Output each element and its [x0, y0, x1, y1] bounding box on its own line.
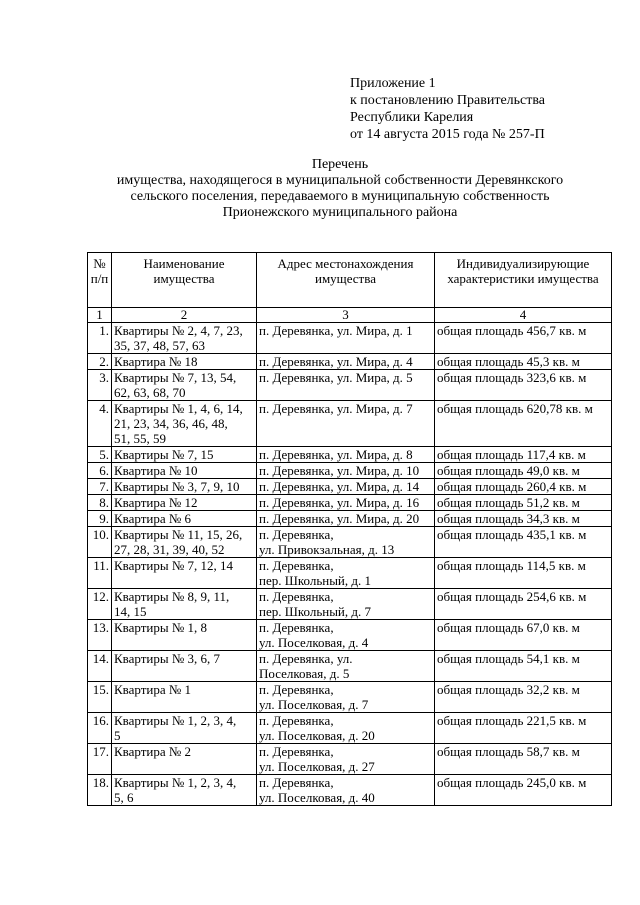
property-characteristics: общая площадь 58,7 кв. м [435, 744, 612, 775]
property-characteristics: общая площадь 254,6 кв. м [435, 589, 612, 620]
title-line-3: сельского поселения, передаваемого в муниципальную собственность [130, 189, 550, 204]
property-characteristics: общая площадь 456,7 кв. м [435, 323, 612, 354]
property-name: Квартира № 18 [112, 354, 257, 370]
header-name: Наименование имущества [112, 253, 257, 308]
property-name: Квартиры № 11, 15, 26, 27, 28, 31, 39, 40, 52 [112, 527, 257, 558]
property-name: Квартиры № 7, 12, 14 [112, 558, 257, 589]
property-name: Квартира № 10 [112, 463, 257, 479]
property-address: п. Деревянка, ул. Поселковая, д. 20 [257, 713, 435, 744]
property-characteristics: общая площадь 114,5 кв. м [435, 558, 612, 589]
property-name: Квартиры № 3, 6, 7 [112, 651, 257, 682]
property-characteristics: общая площадь 49,0 кв. м [435, 463, 612, 479]
property-name: Квартиры № 1, 8 [112, 620, 257, 651]
document-title [60, 157, 620, 221]
column-number: 3 [257, 308, 435, 323]
row-number: 3. [88, 370, 112, 401]
row-number: 13. [88, 620, 112, 651]
property-characteristics: общая площадь 435,1 кв. м [435, 527, 612, 558]
property-characteristics: общая площадь 32,2 кв. м [435, 682, 612, 713]
header-number: № п/п [88, 253, 112, 308]
property-name: Квартира № 12 [112, 495, 257, 511]
table-row [88, 354, 612, 370]
property-address: п. Деревянка, ул. Мира, д. 1 [257, 323, 435, 354]
property-characteristics: общая площадь 45,3 кв. м [435, 354, 612, 370]
property-characteristics: общая площадь 323,6 кв. м [435, 370, 612, 401]
property-address: п. Деревянка, ул. Мира, д. 7 [257, 401, 435, 447]
table-row [88, 511, 612, 527]
property-address: п. Деревянка, ул. Поселковая, д. 27 [257, 744, 435, 775]
table-row [88, 589, 612, 620]
table-row [88, 775, 612, 806]
table-row [88, 479, 612, 495]
header-address: Адрес местонахождения имущества [257, 253, 435, 308]
property-name: Квартиры № 8, 9, 11, 14, 15 [112, 589, 257, 620]
property-name: Квартиры № 1, 2, 3, 4, 5, 6 [112, 775, 257, 806]
property-name: Квартиры № 7, 13, 54, 62, 63, 68, 70 [112, 370, 257, 401]
column-number: 1 [88, 308, 112, 323]
table-row [88, 463, 612, 479]
table-row [88, 323, 612, 354]
property-address: п. Деревянка, ул. Поселковая, д. 5 [257, 651, 435, 682]
row-number: 5. [88, 447, 112, 463]
title-line-2: имущества, находящегося в муниципальной собственности Деревянкского [116, 173, 564, 188]
property-characteristics: общая площадь 67,0 кв. м [435, 620, 612, 651]
row-number: 1. [88, 323, 112, 354]
row-number: 11. [88, 558, 112, 589]
property-characteristics: общая площадь 245,0 кв. м [435, 775, 612, 806]
table-row [88, 527, 612, 558]
title-line-1: Перечень [311, 157, 369, 172]
table-row [88, 620, 612, 651]
row-number: 8. [88, 495, 112, 511]
property-name: Квартиры № 7, 15 [112, 447, 257, 463]
property-address: п. Деревянка, пер. Школьный, д. 1 [257, 558, 435, 589]
property-address: п. Деревянка, ул. Мира, д. 16 [257, 495, 435, 511]
property-address: п. Деревянка, ул. Мира, д. 4 [257, 354, 435, 370]
table-row [88, 370, 612, 401]
property-address: п. Деревянка, ул. Привокзальная, д. 13 [257, 527, 435, 558]
property-characteristics: общая площадь 117,4 кв. м [435, 447, 612, 463]
row-number: 15. [88, 682, 112, 713]
column-number: 2 [112, 308, 257, 323]
property-address: п. Деревянка, ул. Мира, д. 8 [257, 447, 435, 463]
row-number: 7. [88, 479, 112, 495]
property-name: Квартиры № 1, 4, 6, 14, 21, 23, 34, 36, 46, 48, 51, 55, 59 [112, 401, 257, 447]
table-row [88, 401, 612, 447]
title-line-4: Прионежского муниципального района [222, 205, 458, 220]
row-number: 9. [88, 511, 112, 527]
header-characteristics: Индивидуализирующие характеристики имущества [435, 253, 612, 308]
table-row [88, 651, 612, 682]
property-name: Квартиры № 3, 7, 9, 10 [112, 479, 257, 495]
property-address: п. Деревянка, ул. Мира, д. 14 [257, 479, 435, 495]
appendix-reference: Приложение 1 к постановлению Правительства Республики Карелия от 14 августа 2015 года № 257-П [350, 76, 546, 142]
property-address: п. Деревянка, ул. Мира, д. 10 [257, 463, 435, 479]
property-name: Квартира № 1 [112, 682, 257, 713]
table-row [88, 744, 612, 775]
row-number: 6. [88, 463, 112, 479]
property-characteristics: общая площадь 51,2 кв. м [435, 495, 612, 511]
row-number: 10. [88, 527, 112, 558]
property-address: п. Деревянка, ул. Поселковая, д. 4 [257, 620, 435, 651]
property-table [87, 252, 612, 806]
row-number: 2. [88, 354, 112, 370]
table-header-row [88, 253, 612, 308]
row-number: 4. [88, 401, 112, 447]
property-address: п. Деревянка, ул. Мира, д. 20 [257, 511, 435, 527]
property-address: п. Деревянка, ул. Мира, д. 5 [257, 370, 435, 401]
table-row [88, 558, 612, 589]
property-address: п. Деревянка, ул. Поселковая, д. 40 [257, 775, 435, 806]
property-name: Квартиры № 1, 2, 3, 4, 5 [112, 713, 257, 744]
property-name: Квартира № 6 [112, 511, 257, 527]
property-characteristics: общая площадь 34,3 кв. м [435, 511, 612, 527]
table-row [88, 682, 612, 713]
property-characteristics: общая площадь 54,1 кв. м [435, 651, 612, 682]
row-number: 14. [88, 651, 112, 682]
table-row [88, 495, 612, 511]
column-number: 4 [435, 308, 612, 323]
table-body [88, 323, 612, 806]
property-characteristics: общая площадь 260,4 кв. м [435, 479, 612, 495]
row-number: 18. [88, 775, 112, 806]
row-number: 12. [88, 589, 112, 620]
property-characteristics: общая площадь 221,5 кв. м [435, 713, 612, 744]
property-characteristics: общая площадь 620,78 кв. м [435, 401, 612, 447]
property-name: Квартиры № 2, 4, 7, 23, 35, 37, 48, 57, 63 [112, 323, 257, 354]
column-number-row [88, 308, 612, 323]
property-address: п. Деревянка, ул. Поселковая, д. 7 [257, 682, 435, 713]
table-row [88, 713, 612, 744]
property-name: Квартира № 2 [112, 744, 257, 775]
row-number: 17. [88, 744, 112, 775]
property-address: п. Деревянка, пер. Школьный, д. 7 [257, 589, 435, 620]
row-number: 16. [88, 713, 112, 744]
table-row [88, 447, 612, 463]
